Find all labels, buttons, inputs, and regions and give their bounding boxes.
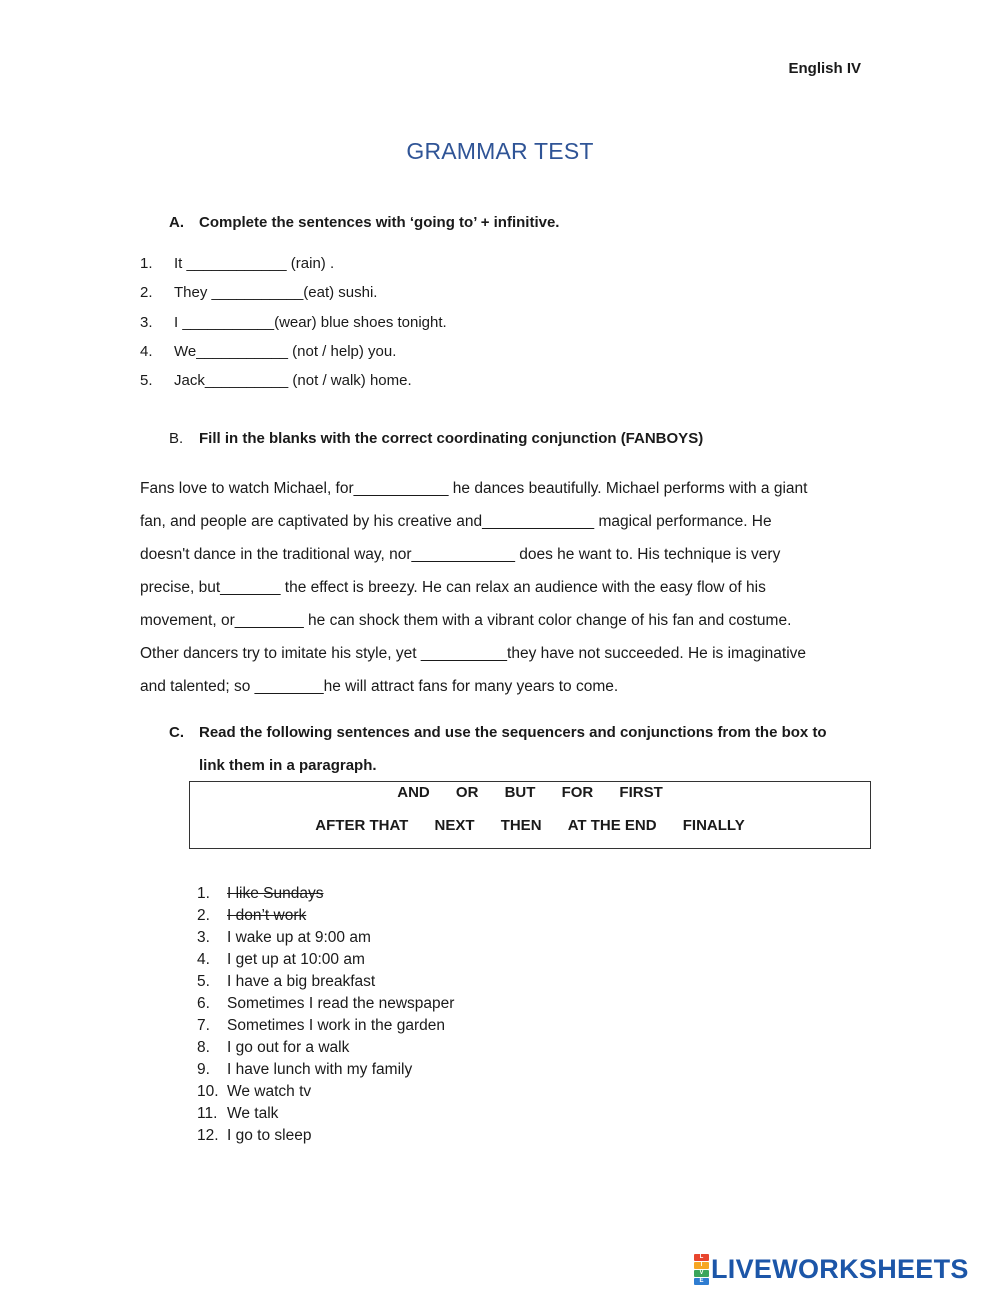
page-title: GRAMMAR TEST	[406, 138, 594, 164]
list-item-struck	[197, 884, 454, 906]
section-a-list	[140, 254, 447, 400]
item-number: 1.	[197, 885, 210, 902]
section-letter: C.	[169, 724, 184, 741]
logo-text: LIVEWORKSHEETS	[711, 1253, 969, 1284]
item-number: 6.	[197, 995, 210, 1012]
fanboys-paragraph	[140, 472, 870, 703]
list-item	[197, 972, 454, 994]
item-text: They ___________(eat) sushi.	[174, 284, 378, 302]
logo-block: V	[694, 1270, 709, 1277]
section-a-heading	[169, 214, 559, 231]
item-text: We___________ (not / help) you.	[174, 342, 397, 360]
item-number: 12.	[197, 1127, 219, 1144]
item-number: 4.	[197, 951, 210, 968]
word-box-row	[190, 784, 870, 801]
item-number: 2.	[140, 284, 153, 302]
list-item	[197, 928, 454, 950]
item-number: 11.	[197, 1105, 218, 1122]
item-text: We watch tv	[227, 1083, 312, 1100]
section-b-heading	[169, 430, 703, 447]
item-text: I have lunch with my family	[227, 1061, 413, 1078]
section-c-list	[197, 884, 454, 1148]
paragraph-line: fan, and people are captivated by his creative and_____________ magical performance. He	[140, 513, 772, 530]
list-item	[140, 371, 447, 400]
word-box-item: AFTER THAT	[315, 817, 409, 834]
item-number: 9.	[197, 1061, 210, 1078]
item-number: 2.	[197, 907, 210, 924]
word-box-item: AT THE END	[567, 817, 657, 834]
item-text: I have a big breakfast	[227, 973, 376, 990]
paragraph-line: Fans love to watch Michael, for___________ he dances beautifully. Michael performs with a giant	[140, 480, 808, 497]
list-item-struck	[197, 906, 454, 928]
item-number: 5.	[197, 973, 210, 990]
section-instruction: Fill in the blanks with the correct coordinating conjunction (FANBOYS)	[199, 430, 704, 447]
section-instruction-continued: link them in a paragraph.	[199, 757, 377, 774]
paragraph-line: and talented; so ________he will attract fans for many years to come.	[140, 678, 619, 695]
word-box-item: AND	[397, 784, 430, 801]
list-item	[140, 342, 447, 371]
item-number: 7.	[197, 1017, 210, 1034]
item-text: Sometimes I work in the garden	[227, 1017, 445, 1034]
item-text: I wake up at 9:00 am	[227, 929, 371, 946]
list-item	[197, 1016, 454, 1038]
list-item	[197, 1126, 454, 1148]
word-box-item: NEXT	[434, 817, 475, 834]
paragraph-line: movement, or________ he can shock them with a vibrant color change of his fan and costume.	[140, 612, 792, 629]
item-number: 10.	[197, 1083, 219, 1100]
logo-block: E	[694, 1278, 709, 1285]
word-box-item: THEN	[500, 817, 542, 834]
list-item	[197, 1060, 454, 1082]
item-text: I don’t work	[227, 907, 307, 924]
list-item	[197, 994, 454, 1016]
section-instruction: Complete the sentences with ‘going to’ + infinitive.	[199, 214, 560, 231]
word-box-item: BUT	[504, 784, 536, 801]
word-box-item: FIRST	[619, 784, 663, 801]
item-text: I get up at 10:00 am	[227, 951, 365, 968]
list-item	[197, 950, 454, 972]
item-number: 4.	[140, 342, 153, 360]
item-text: I like Sundays	[227, 885, 324, 902]
item-number: 1.	[140, 255, 153, 272]
item-text: We talk	[227, 1105, 279, 1122]
word-box-item: FOR	[561, 784, 594, 801]
item-text: Jack__________ (not / walk) home.	[174, 372, 412, 390]
item-text: Sometimes I read the newspaper	[227, 995, 455, 1012]
list-item	[140, 283, 447, 312]
logo-block: L	[694, 1254, 709, 1261]
section-instruction: Read the following sentences and use the sequencers and conjunctions from the box to	[199, 724, 827, 741]
list-item	[140, 313, 447, 342]
paragraph-line: Other dancers try to imitate his style, yet __________they have not succeeded. He is imaginative	[140, 645, 807, 662]
liveworksheets-logo	[694, 1254, 969, 1284]
word-box	[189, 781, 871, 849]
list-item	[140, 254, 447, 283]
word-box-item: OR	[455, 784, 479, 801]
item-text: It ____________ (rain) .	[174, 255, 335, 272]
item-number: 3.	[140, 313, 153, 331]
item-text: I ___________(wear) blue shoes tonight.	[174, 313, 447, 331]
section-letter: B.	[169, 430, 184, 447]
item-number: 8.	[197, 1039, 210, 1056]
logo-block: I	[694, 1262, 709, 1269]
list-item	[197, 1082, 454, 1104]
logo-mark-icon	[694, 1254, 709, 1285]
section-letter: A.	[169, 214, 184, 231]
paragraph-line: precise, but_______ the effect is breezy. He can relax an audience with the easy flow of his	[140, 579, 766, 596]
section-c-heading	[169, 716, 827, 782]
list-item	[197, 1038, 454, 1060]
word-box-row	[190, 817, 870, 834]
word-box-item: FINALLY	[682, 817, 745, 834]
item-number: 5.	[140, 372, 153, 390]
item-text: I go to sleep	[227, 1127, 312, 1144]
item-number: 3.	[197, 929, 210, 946]
course-label: English IV	[788, 60, 861, 77]
item-text: I go out for a walk	[227, 1039, 350, 1056]
list-item	[197, 1104, 454, 1126]
paragraph-line: doesn't dance in the traditional way, nor____________ does he want to. His technique is very	[140, 546, 781, 563]
